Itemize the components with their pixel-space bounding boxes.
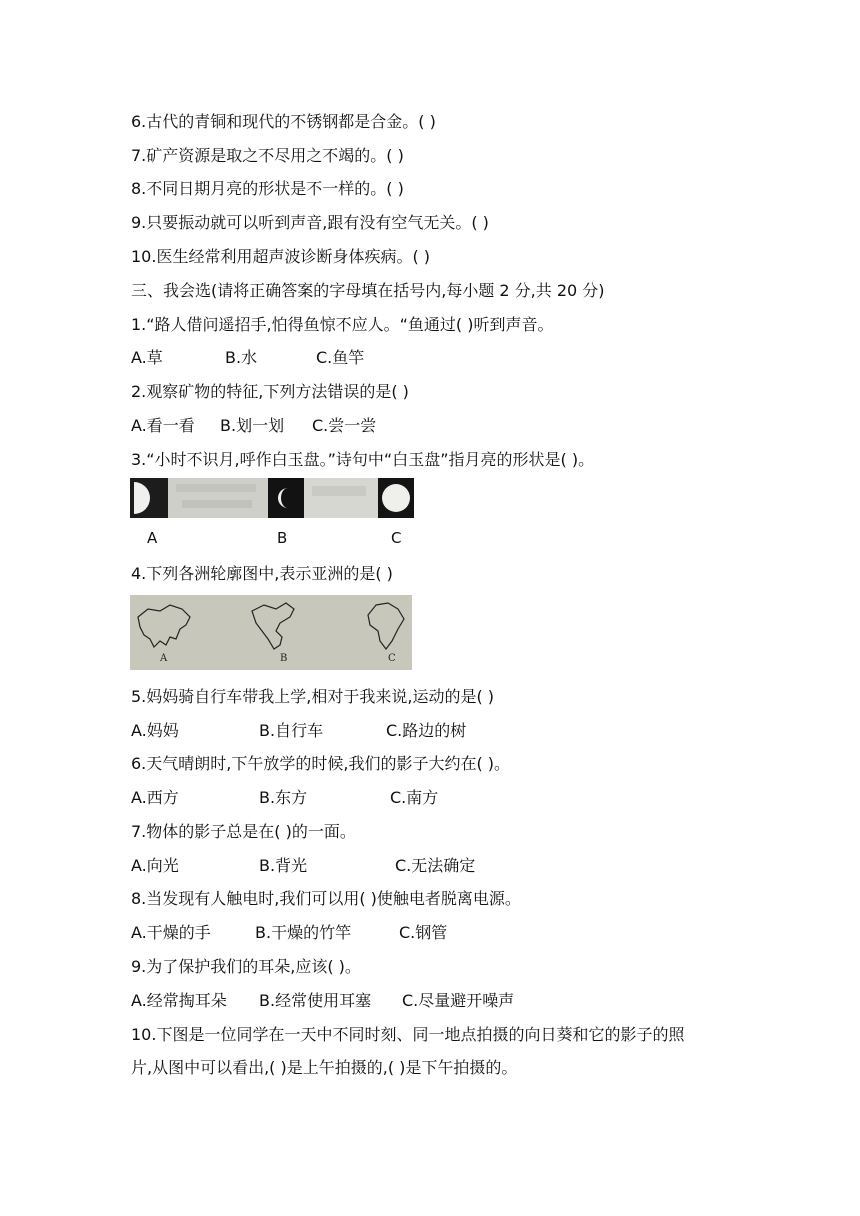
q7-option-c: C.无法确定 xyxy=(395,856,476,875)
q10-stem-line-1: 10.下图是一位同学在一天中不同时刻、同一地点拍摄的向日葵和它的影子的照 xyxy=(131,1025,685,1044)
continent-label-a: A xyxy=(160,653,168,664)
q9-option-a: A.经常掏耳朵 xyxy=(131,991,227,1010)
q9-option-c: C.尽量避开噪声 xyxy=(402,991,515,1010)
q1-option-c: C.鱼竿 xyxy=(316,348,365,367)
moon-label-a: A xyxy=(147,529,158,547)
continents-graphic xyxy=(130,595,412,670)
moon-phases-graphic xyxy=(130,478,414,518)
section-3-heading: 三、我会选(请将正确答案的字母填在括号内,每小题 2 分,共 20 分) xyxy=(131,281,605,300)
q7-option-a: A.向光 xyxy=(131,856,179,875)
q5-stem: 5.妈妈骑自行车带我上学,相对于我来说,运动的是( ) xyxy=(131,687,495,706)
q6-stem: 6.天气晴朗时,下午放学的时候,我们的影子大约在( )。 xyxy=(131,754,511,773)
q4-stem: 4.下列各洲轮廓图中,表示亚洲的是( ) xyxy=(131,564,393,583)
judge-item-10: 10.医生经常利用超声波诊断身体疾病。( ) xyxy=(131,247,431,266)
q2-option-b: B.划一划 xyxy=(220,416,285,435)
q2-option-a: A.看一看 xyxy=(131,416,195,435)
judge-item-7: 7.矿产资源是取之不尽用之不竭的。( ) xyxy=(131,146,404,165)
q6-option-b: B.东方 xyxy=(259,788,308,807)
q8-option-a: A.干燥的手 xyxy=(131,923,211,942)
q1-option-a: A.草 xyxy=(131,348,163,367)
q1-option-b: B.水 xyxy=(225,348,258,367)
full-moon-icon xyxy=(382,484,410,512)
judge-item-6: 6.古代的青铜和现代的不锈钢都是合金。( ) xyxy=(131,112,436,131)
judge-item-9: 9.只要振动就可以听到声音,跟有没有空气无关。( ) xyxy=(131,213,489,232)
moon-label-c: C xyxy=(391,529,402,547)
q1-stem: 1.“路人借问遥招手,怕得鱼惊不应人。“鱼通过( )听到声音。 xyxy=(131,315,554,334)
q7-option-b: B.背光 xyxy=(259,856,308,875)
continents-image xyxy=(130,595,412,670)
q2-stem: 2.观察矿物的特征,下列方法错误的是( ) xyxy=(131,382,409,401)
q6-option-c: C.南方 xyxy=(390,788,439,807)
q5-option-b: B.自行车 xyxy=(259,721,324,740)
continent-label-b: B xyxy=(280,653,288,664)
q8-stem: 8.当发现有人触电时,我们可以用( )使触电者脱离电源。 xyxy=(131,889,521,908)
q8-option-b: B.干燥的竹竿 xyxy=(255,923,352,942)
q2-option-c: C.尝一尝 xyxy=(312,416,377,435)
q3-stem: 3.“小时不识月,呼作白玉盘。”诗句中“白玉盘”指月亮的形状是( )。 xyxy=(131,450,595,469)
q10-stem-line-2: 片,从图中可以看出,( )是上午拍摄的,( )是下午拍摄的。 xyxy=(131,1058,518,1077)
q9-stem: 9.为了保护我们的耳朵,应该( )。 xyxy=(131,957,361,976)
q6-option-a: A.西方 xyxy=(131,788,179,807)
q7-stem: 7.物体的影子总是在( )的一面。 xyxy=(131,822,356,841)
continent-label-c: C xyxy=(388,653,396,664)
moon-label-b: B xyxy=(277,529,288,547)
q8-option-c: C.钢管 xyxy=(399,923,448,942)
judge-item-8: 8.不同日期月亮的形状是不一样的。( ) xyxy=(131,179,404,198)
q9-option-b: B.经常使用耳塞 xyxy=(259,991,372,1010)
q5-option-a: A.妈妈 xyxy=(131,721,179,740)
moon-phases-image xyxy=(130,478,414,518)
q5-option-c: C.路边的树 xyxy=(386,721,467,740)
